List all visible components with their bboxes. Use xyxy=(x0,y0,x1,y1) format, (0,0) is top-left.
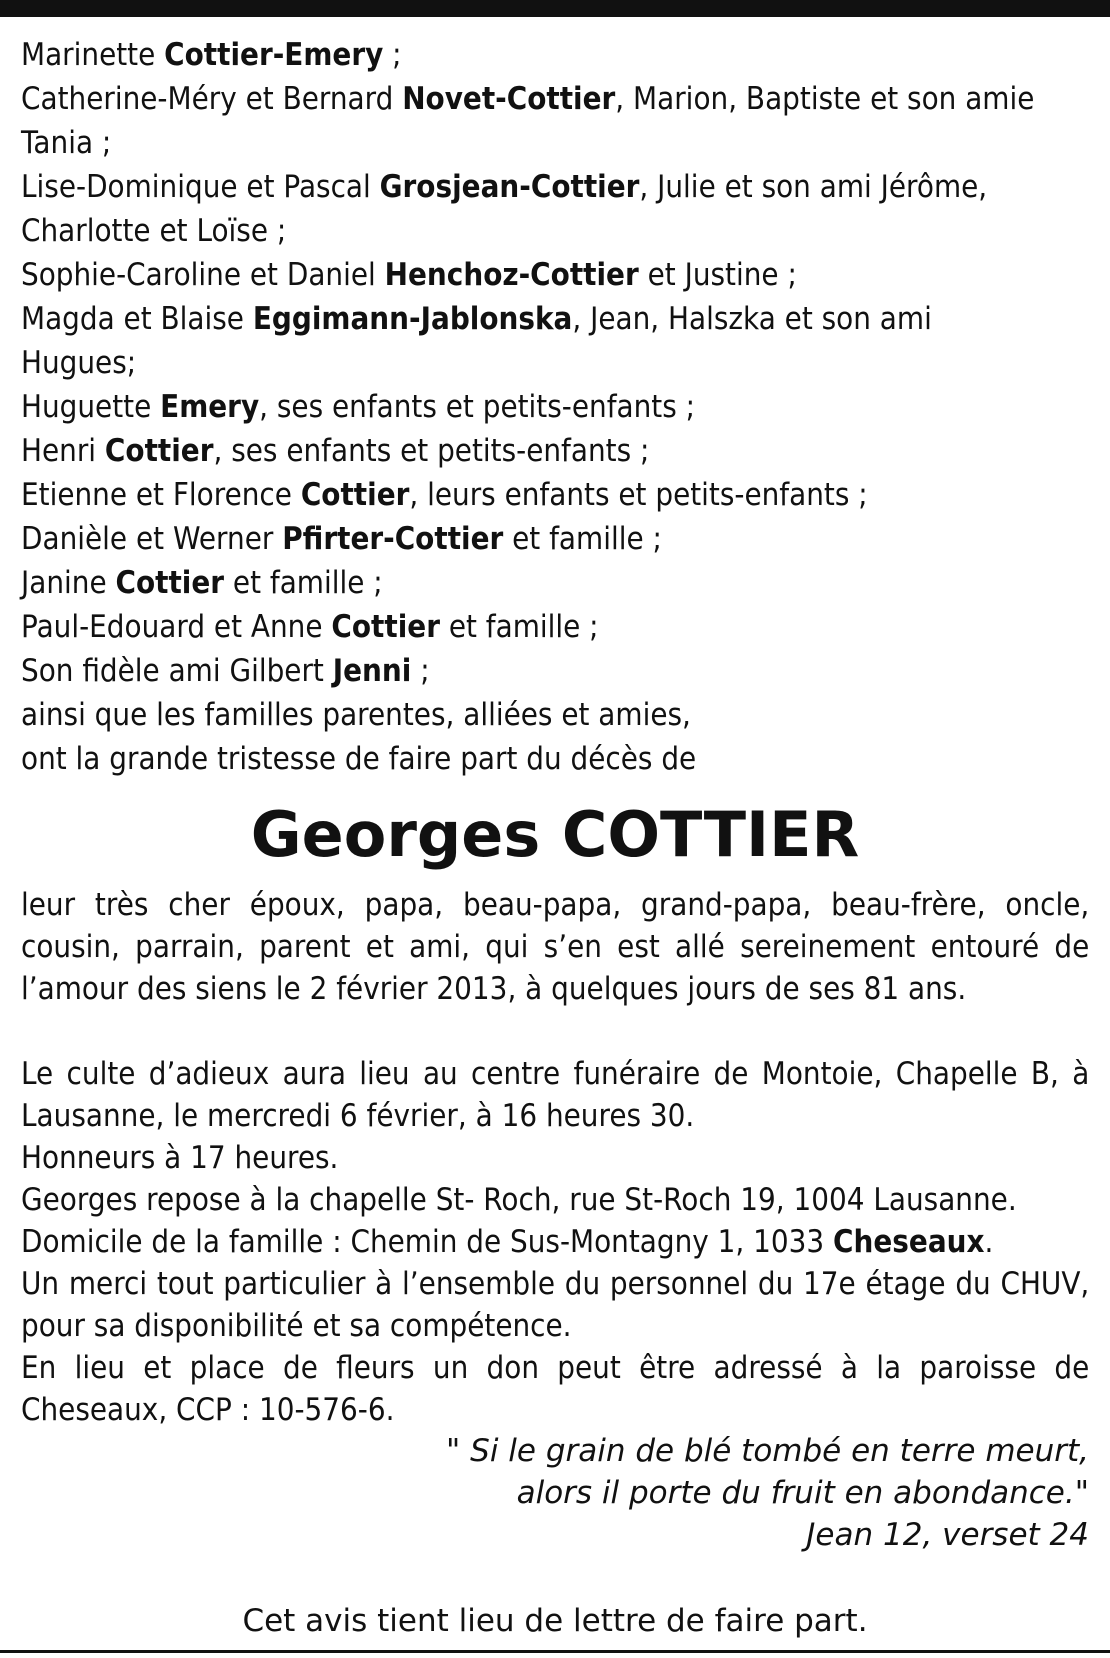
honors-line: Honneurs à 17 heures. xyxy=(21,1140,339,1176)
family-line xyxy=(21,165,1089,209)
family-line-text: Marinette xyxy=(21,37,165,73)
thanks-paragraph: Un merci tout particulier à l’ensemble du personnel du 17e étage du CHUV, pour sa disponibilité et sa compétence. xyxy=(21,1266,1090,1344)
family-line xyxy=(21,561,1089,605)
family-surname: Cottier xyxy=(300,477,410,513)
family-line-suffix: et famille ; xyxy=(503,521,662,557)
family-line xyxy=(21,429,1089,473)
family-surname: Eggimann-Jablonska xyxy=(252,301,573,337)
family-surname: Cottier xyxy=(331,609,440,645)
family-line-text: Danièle et Werner xyxy=(21,521,283,557)
family-line xyxy=(21,77,1089,121)
family-line xyxy=(21,693,1089,737)
donation-paragraph: En lieu et place de fleurs un don peut être adressé à la paroisse de Cheseaux, CCP : 10-576-6. xyxy=(21,1350,1090,1428)
family-line-suffix: , ses enfants et petits-enfants ; xyxy=(213,433,650,469)
family-line xyxy=(21,385,1089,429)
family-line-text: Catherine-Méry et Bernard xyxy=(21,81,403,117)
family-line-suffix: , leurs enfants et petits-enfants ; xyxy=(409,477,868,513)
family-line-text: Janine xyxy=(21,565,116,601)
deceased-name: Georges COTTIER xyxy=(250,798,860,871)
top-border xyxy=(0,0,1110,17)
family-line-suffix: , Jean, Halszka et son ami xyxy=(572,301,932,337)
family-line-text: ont la grande tristesse de faire part du décès de xyxy=(21,741,697,777)
family-line xyxy=(21,33,1089,77)
family-line-text: Son fidèle ami Gilbert xyxy=(21,653,333,689)
family-line xyxy=(21,473,1089,517)
family-line xyxy=(21,341,1089,385)
family-line-text: Sophie-Caroline et Daniel xyxy=(21,257,385,293)
family-line-text: Magda et Blaise xyxy=(21,301,253,337)
family-line-suffix: ; xyxy=(411,653,430,689)
quote-line-1: " Si le grain de blé tombé en terre meurt, xyxy=(446,1433,1089,1469)
domicile-end: . xyxy=(984,1224,994,1260)
family-line-suffix: , Marion, Baptiste et son amie xyxy=(615,81,1035,117)
domicile-text: Domicile de la famille : Chemin de Sus-Montagny 1, 1033 xyxy=(21,1224,834,1260)
family-surname: Grosjean-Cottier xyxy=(379,169,640,205)
family-surname: Henchoz-Cottier xyxy=(384,257,639,293)
bottom-border xyxy=(0,1650,1110,1653)
family-surname: Jenni xyxy=(332,653,412,689)
family-line-text: Etienne et Florence xyxy=(21,477,301,513)
family-line-suffix: et famille ; xyxy=(224,565,383,601)
footer-note: Cet avis tient lieu de lettre de faire part. xyxy=(242,1603,868,1639)
family-surname: Novet-Cottier xyxy=(402,81,616,117)
family-line-text: Charlotte et Loïse ; xyxy=(21,213,287,249)
bible-quote xyxy=(289,1430,1089,1556)
family-surname: Cottier-Emery xyxy=(164,37,384,73)
paragraph-spacer xyxy=(21,1010,1089,1053)
family-surname: Pfirter-Cottier xyxy=(282,521,504,557)
family-line-text: Huguette xyxy=(21,389,161,425)
notice-body xyxy=(21,884,1089,1431)
family-line-suffix: et Justine ; xyxy=(638,257,797,293)
repose-line: Georges repose à la chapelle St- Roch, rue St-Roch 19, 1004 Lausanne. xyxy=(21,1182,1017,1218)
family-list xyxy=(21,33,1089,781)
ceremony-paragraph: Le culte d’adieux aura lieu au centre funéraire de Montoie, Chapelle B, à Lausanne, le mercredi 6 février, à 16 heures 30. xyxy=(21,1056,1090,1134)
family-line xyxy=(21,297,1089,341)
family-line-text: Tania ; xyxy=(21,125,112,161)
domicile-town: Cheseaux xyxy=(833,1224,985,1260)
family-line-text: Lise-Dominique et Pascal xyxy=(21,169,380,205)
family-line-text: Hugues; xyxy=(21,345,137,381)
family-line-text: Henri xyxy=(21,433,105,469)
family-line-suffix: et famille ; xyxy=(439,609,599,645)
family-line xyxy=(21,209,1089,253)
quote-reference: Jean 12, verset 24 xyxy=(806,1517,1089,1553)
family-line xyxy=(21,517,1089,561)
description-paragraph: leur très cher époux, papa, beau-papa, grand-papa, beau-frère, oncle, cousin, parrain, parent et ami, qui s’en est allé sereinement entouré de l’amour des siens le 2 février 2013, à quelques jours de ses 81 ans. xyxy=(21,887,1090,1007)
family-line xyxy=(21,737,1089,781)
family-line xyxy=(21,649,1089,693)
family-line-suffix: , Julie et son ami Jérôme, xyxy=(639,169,988,205)
family-surname: Cottier xyxy=(104,433,214,469)
family-line xyxy=(21,121,1089,165)
family-line xyxy=(21,253,1089,297)
quote-line-2: alors il porte du fruit en abondance." xyxy=(516,1475,1089,1511)
family-line-suffix: ; xyxy=(383,37,402,73)
family-line xyxy=(21,605,1089,649)
family-surname: Cottier xyxy=(115,565,225,601)
family-line-suffix: , ses enfants et petits-enfants ; xyxy=(259,389,696,425)
family-line-text: Paul-Edouard et Anne xyxy=(21,609,332,645)
domicile-line xyxy=(21,1221,1089,1263)
family-surname: Emery xyxy=(160,389,260,425)
family-line-text: ainsi que les familles parentes, alliées et amies, xyxy=(21,697,691,733)
